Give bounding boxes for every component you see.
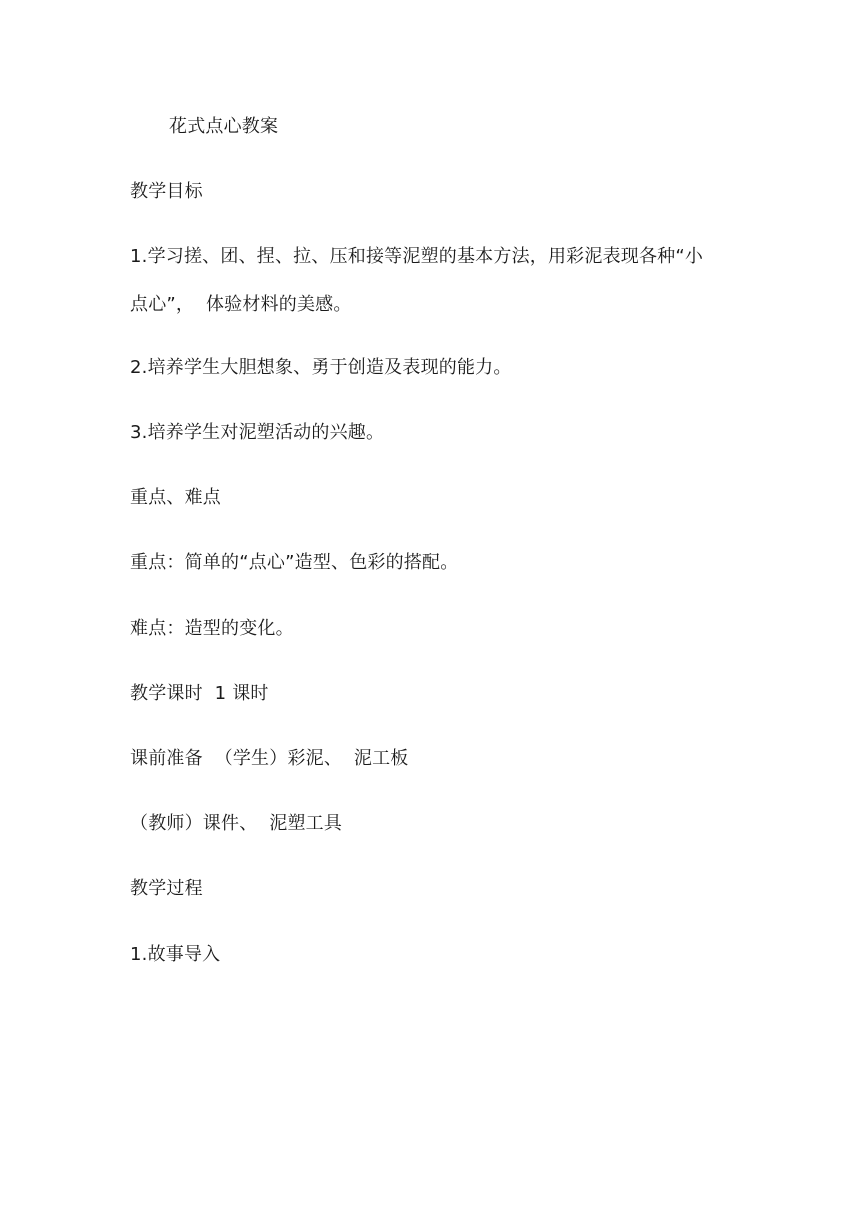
preparation-teacher: （教师）课件、 泥塑工具: [130, 813, 343, 834]
objective-2: 2.培养学生大胆想象、勇于创造及表现的能力。: [130, 357, 512, 378]
objective-1-line-1: 1.学习搓、团、捏、拉、压和接等泥塑的基本方法，用彩泥表现各种“小: [130, 246, 704, 267]
process-step-1: 1.故事导入: [130, 944, 221, 965]
section-heading-process: 教学过程: [130, 878, 203, 899]
difficult-point: 难点：造型的变化。: [130, 618, 294, 639]
key-point: 重点：简单的“点心”造型、色彩的搭配。: [130, 552, 459, 573]
objective-3: 3.培养学生对泥塑活动的兴趣。: [130, 422, 385, 443]
objective-1-line-2: 点心”， 体验材料的美感。: [130, 294, 352, 315]
lesson-hours: 教学课时 1 课时: [130, 683, 269, 704]
section-heading-objectives: 教学目标: [130, 181, 203, 202]
preparation-students: 课前准备 （学生）彩泥、 泥工板: [130, 748, 409, 769]
document-title: 花式点心教案: [169, 116, 279, 137]
section-heading-key-points: 重点、难点: [130, 487, 221, 508]
